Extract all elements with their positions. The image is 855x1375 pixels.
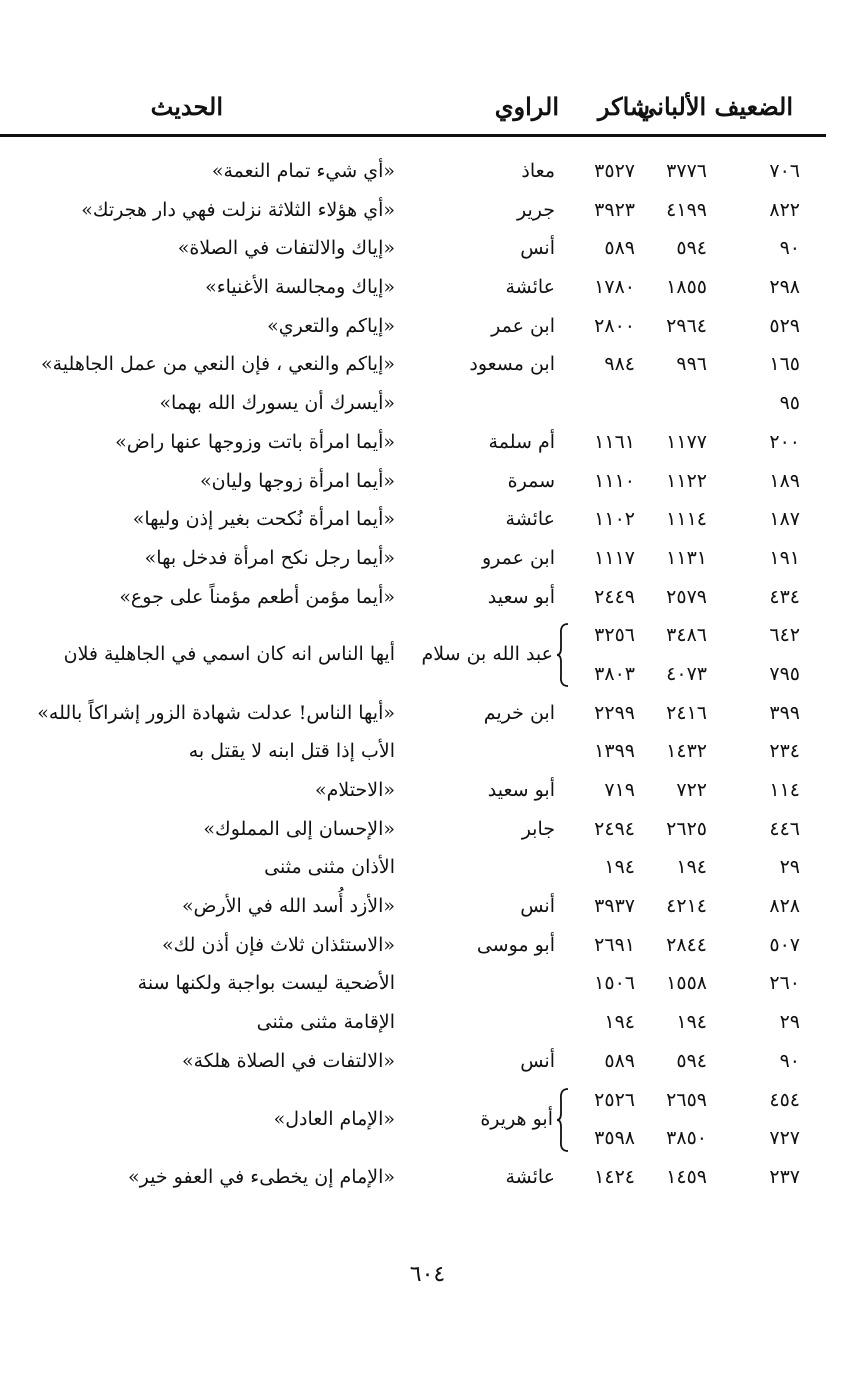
hadith-text: الأذان مثنى مثنى — [264, 856, 395, 879]
albani-number: ٤١٩٩ — [666, 198, 707, 221]
shakir-number: ٢٤٤٩ — [594, 585, 635, 608]
rawi-name: أبو موسى — [476, 933, 555, 956]
hadith-text: «إياكم والتعري» — [267, 314, 395, 337]
da3if-number: ٨٢٢ — [769, 198, 800, 221]
hadith-text: أيها الناس انه كان اسمي في الجاهلية فلان — [63, 643, 395, 666]
da3if-number: ٨٢٨ — [769, 895, 800, 918]
albani-number: ١١١٤ — [666, 508, 707, 531]
table-row — [0, 1003, 855, 1042]
da3if-number: ٥٢٩ — [769, 314, 800, 337]
da3if-number: ١٦٥ — [769, 353, 800, 376]
shakir-number: ١١١٧ — [594, 546, 635, 569]
hadith-index-table — [0, 152, 855, 1197]
shakir-number: ١١١٠ — [594, 469, 635, 492]
da3if-number: ٤٤٦ — [769, 817, 800, 840]
curly-brace-icon — [556, 1087, 570, 1153]
table-row — [0, 268, 855, 307]
shakir-number: ٢٥٢٦ — [594, 1088, 635, 1111]
albani-number: ٤٢١٤ — [666, 895, 707, 918]
header-da3if-albani — [637, 92, 793, 121]
rawi-name: ابن عمر — [491, 314, 555, 337]
albani-number: ١٩٤ — [676, 856, 707, 879]
hadith-text: «أي شيء تمام النعمة» — [211, 160, 395, 182]
da3if-number: ٥٠٧ — [769, 933, 800, 956]
table-row — [0, 694, 855, 733]
table-row — [0, 1158, 855, 1197]
albani-number: ١١٣١ — [666, 546, 707, 569]
table-row — [0, 810, 855, 849]
da3if-number: ٧٩٥ — [769, 662, 800, 685]
rawi-name: جابر — [521, 817, 555, 840]
shakir-number: ٥٨٩ — [604, 237, 635, 260]
shakir-number: ١٤٢٤ — [594, 1165, 635, 1188]
albani-number: ٢٦٥٩ — [666, 1088, 707, 1111]
da3if-number: ٢٣٧ — [769, 1165, 800, 1188]
albani-number: ٢٨٤٤ — [666, 933, 707, 956]
hadith-text: «أيما امرأة باتت وزوجها عنها راض» — [115, 430, 395, 453]
shakir-number: ٢٨٠٠ — [594, 314, 635, 337]
table-row — [0, 887, 855, 926]
hadith-text: «أيما مؤمن أطعم مؤمناً على جوع» — [119, 585, 395, 608]
header-rule — [0, 134, 826, 137]
hadith-text: الأب إذا قتل ابنه لا يقتل به — [188, 740, 395, 763]
rawi-name: جرير — [517, 198, 555, 221]
hadith-text: «إياكم والنعي ، فإن النعي من عمل الجاهلية» — [40, 353, 395, 376]
rawi-name: ابن خريم — [483, 701, 555, 724]
table-row — [0, 732, 855, 771]
table-row — [0, 1042, 855, 1081]
albani-number: ١٤٥٩ — [666, 1165, 707, 1188]
albani-number: ٧٢٢ — [676, 779, 707, 802]
hadith-text: «إياك والالتفات في الصلاة» — [177, 237, 395, 260]
shakir-number: ١١٠٢ — [594, 508, 635, 531]
da3if-number: ١٨٩ — [769, 469, 800, 492]
albani-number: ٢٤١٦ — [666, 701, 707, 724]
page-number: ٦٠٤ — [409, 1262, 446, 1287]
table-row-group-abu-hurayra — [0, 1081, 855, 1158]
shakir-number: ٥٨٩ — [604, 1049, 635, 1072]
shakir-number: ١٩٤ — [604, 856, 635, 879]
rawi-name: عائشة — [505, 508, 555, 531]
table-row — [0, 964, 855, 1003]
header-hadith: الحديث — [150, 92, 223, 121]
albani-number: ١٨٥٥ — [666, 276, 707, 299]
table-row — [0, 771, 855, 810]
shakir-number: ١١٦١ — [594, 430, 635, 453]
da3if-number: ٢٩ — [779, 1011, 800, 1034]
albani-number: ٣٧٧٦ — [666, 160, 707, 182]
header-da3if: الضعيف — [714, 92, 793, 121]
table-row — [0, 384, 855, 423]
da3if-number: ٢٩ — [779, 856, 800, 879]
table-row — [0, 345, 855, 384]
table-row — [0, 462, 855, 501]
albani-number: ١٤٣٢ — [666, 740, 707, 763]
hadith-text: «الاحتلام» — [315, 779, 395, 802]
da3if-number: ٤٣٤ — [769, 585, 800, 608]
table-row — [0, 152, 855, 191]
hadith-text: «أيما امرأة زوجها وليان» — [200, 469, 395, 492]
albani-number: ١٩٤ — [676, 1011, 707, 1034]
header-shakir: شاكر — [597, 92, 650, 121]
hadith-text: «الأزد أُسد الله في الأرض» — [181, 895, 395, 918]
table-row — [0, 500, 855, 539]
hadith-text: الأضحية ليست بواجبة ولكنها سنة — [137, 972, 395, 995]
da3if-number: ١١٤ — [769, 779, 800, 802]
da3if-number: ٢٦٠ — [769, 972, 800, 995]
albani-number: ٣٨٥٠ — [666, 1127, 707, 1150]
da3if-number: ٩٥ — [779, 392, 800, 415]
da3if-number: ٩٠ — [779, 237, 800, 260]
albani-number: ١١٧٧ — [666, 430, 707, 453]
da3if-number: ٧٢٧ — [769, 1127, 800, 1150]
rawi-name: عائشة — [505, 276, 555, 299]
hadith-text: «الإحسان إلى المملوك» — [203, 817, 395, 840]
rawi-name: عبد الله بن سلام — [421, 643, 553, 666]
rawi-name: عائشة — [505, 1165, 555, 1188]
rawi-name: أبو سعيد — [487, 779, 555, 802]
hadith-text: «الاستئذان ثلاث فإن أذن لك» — [162, 933, 395, 956]
shakir-number: ٢٦٩١ — [594, 933, 635, 956]
table-row — [0, 191, 855, 230]
rawi-name: ابن مسعود — [469, 353, 555, 376]
rawi-name: أبو سعيد — [487, 585, 555, 608]
table-row — [0, 423, 855, 462]
hadith-text: «أيسرك أن يسورك الله بهما» — [159, 392, 395, 415]
rawi-name: أنس — [520, 237, 555, 260]
shakir-number: ٣٥٩٨ — [594, 1127, 635, 1150]
shakir-number: ٣٨٠٣ — [594, 662, 635, 685]
albani-number: ٩٩٦ — [676, 353, 707, 376]
da3if-number: ١٨٧ — [769, 508, 800, 531]
shakir-number: ٢٢٩٩ — [594, 701, 635, 724]
albani-number: ١٥٥٨ — [666, 972, 707, 995]
rawi-name: أنس — [520, 895, 555, 918]
shakir-number: ٩٨٤ — [604, 353, 635, 376]
hadith-text: «إياك ومجالسة الأغنياء» — [205, 276, 395, 299]
table-row — [0, 229, 855, 268]
shakir-number: ١٩٤ — [604, 1011, 635, 1034]
rawi-name: سمرة — [507, 469, 555, 492]
albani-number: ٣٤٨٦ — [666, 624, 707, 647]
rawi-name: ابن عمرو — [481, 546, 555, 569]
shakir-number: ٣٢٥٦ — [594, 624, 635, 647]
da3if-number: ٤٥٤ — [769, 1088, 800, 1111]
shakir-number: ١٧٨٠ — [594, 276, 635, 299]
hadith-text: «أيما امرأة نُكحت بغير إذن وليها» — [132, 508, 395, 531]
table-row — [0, 539, 855, 578]
shakir-number: ٣٩٢٣ — [594, 198, 635, 221]
da3if-number: ٣٩٩ — [769, 701, 800, 724]
hadith-text: «أيها الناس! عدلت شهادة الزور إشراكاً بالله» — [37, 701, 395, 724]
albani-number: ٤٠٧٣ — [666, 662, 707, 685]
hadith-text: الإقامة مثنى مثنى — [256, 1011, 395, 1034]
table-row — [0, 926, 855, 965]
albani-number: ٥٩٤ — [676, 237, 707, 260]
rawi-name: أبو هريرة — [480, 1107, 553, 1130]
da3if-number: ٢٠٠ — [769, 430, 800, 453]
table-row-group-abdullah-bin-salam — [0, 616, 855, 693]
hadith-text: «الالتفات في الصلاة هلكة» — [181, 1049, 395, 1072]
header-rawi: الراوي — [494, 92, 559, 121]
rawi-name: أم سلمة — [488, 430, 555, 453]
da3if-number: ٢٣٤ — [769, 740, 800, 763]
albani-number: ٢٩٦٤ — [666, 314, 707, 337]
rawi-name: أنس — [520, 1049, 555, 1072]
table-row — [0, 848, 855, 887]
table-row — [0, 307, 855, 346]
hadith-text: «أي هؤلاء الثلاثة نزلت فهي دار هجرتك» — [81, 198, 395, 221]
shakir-number: ١٥٠٦ — [594, 972, 635, 995]
albani-number: ٢٦٢٥ — [666, 817, 707, 840]
da3if-number: ١٩١ — [769, 546, 800, 569]
table-header — [0, 92, 855, 128]
hadith-text: «الإمام إن يخطىء في العفو خير» — [128, 1165, 395, 1188]
albani-number: ٥٩٤ — [676, 1049, 707, 1072]
albani-number: ١١٢٢ — [666, 469, 707, 492]
table-row — [0, 578, 855, 617]
albani-number: ٢٥٧٩ — [666, 585, 707, 608]
shakir-number: ٣٩٣٧ — [594, 895, 635, 918]
shakir-number: ٢٤٩٤ — [594, 817, 635, 840]
da3if-number: ٩٠ — [779, 1049, 800, 1072]
shakir-number: ٣٥٢٧ — [594, 160, 635, 182]
rawi-name: معاذ — [521, 160, 555, 182]
da3if-number: ٧٠٦ — [769, 160, 800, 182]
shakir-number: ٧١٩ — [604, 779, 635, 802]
shakir-number: ١٣٩٩ — [594, 740, 635, 763]
curly-brace-icon — [556, 622, 570, 688]
header-albani: الألباني — [637, 92, 707, 121]
da3if-number: ٦٤٢ — [769, 624, 800, 647]
hadith-text: «الإمام العادل» — [273, 1107, 395, 1130]
hadith-text: «أيما رجل نكح امرأة فدخل بها» — [144, 546, 395, 569]
da3if-number: ٢٩٨ — [769, 276, 800, 299]
